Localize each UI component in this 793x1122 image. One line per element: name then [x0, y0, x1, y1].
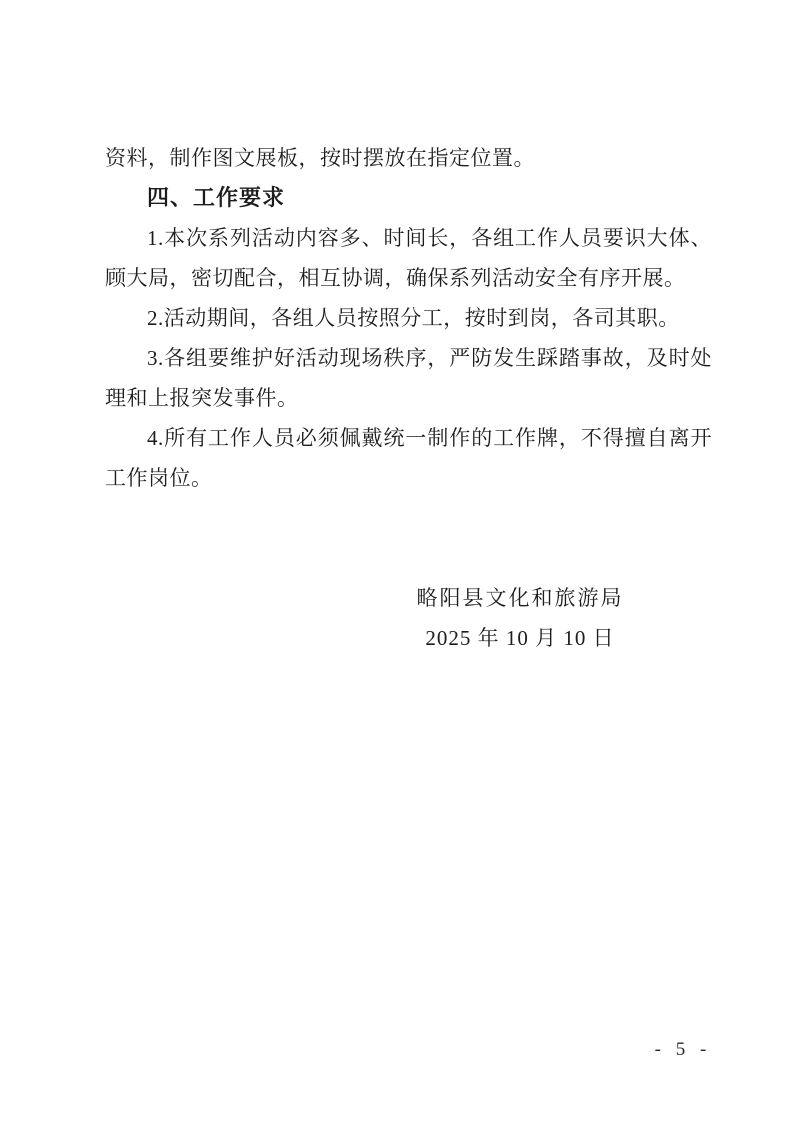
signature-date: 2025 年 10 月 10 日	[425, 626, 615, 650]
paragraph-item-2	[105, 298, 712, 338]
paragraph-item-1	[105, 218, 712, 298]
paragraph-line: 2.活动期间，各组人员按照分工，按时到岗，各司其职。	[147, 306, 680, 330]
paragraph-line: 资料，制作图文展板，按时摆放在指定位置。	[105, 146, 535, 170]
paragraph-item-4	[105, 418, 712, 498]
signature-block	[385, 578, 655, 658]
paragraph-line: 理和上报突发事件。	[105, 386, 299, 410]
section-heading-text: 四、工作要求	[147, 185, 286, 210]
signature-organization: 略阳县文化和旅游局	[416, 586, 624, 610]
paragraph-item-3	[105, 338, 712, 418]
paragraph-line: 3.各组要维护好活动现场秩序，严防发生踩踏事故，及时处	[147, 346, 712, 370]
paragraph-line: 工作岗位。	[105, 466, 213, 490]
page-number: - 5 -	[654, 1039, 712, 1060]
paragraph-line: 顾大局，密切配合，相互协调，确保系列活动安全有序开展。	[105, 266, 686, 290]
section-heading	[105, 178, 712, 218]
paragraph-line: 4.所有工作人员必须佩戴统一制作的工作牌，不得擅自离开	[147, 426, 712, 450]
document-body	[105, 138, 712, 498]
paragraph-line: 1.本次系列活动内容多、时间长，各组工作人员要识大体、	[147, 226, 712, 250]
paragraph-intro-continuation	[105, 138, 712, 178]
